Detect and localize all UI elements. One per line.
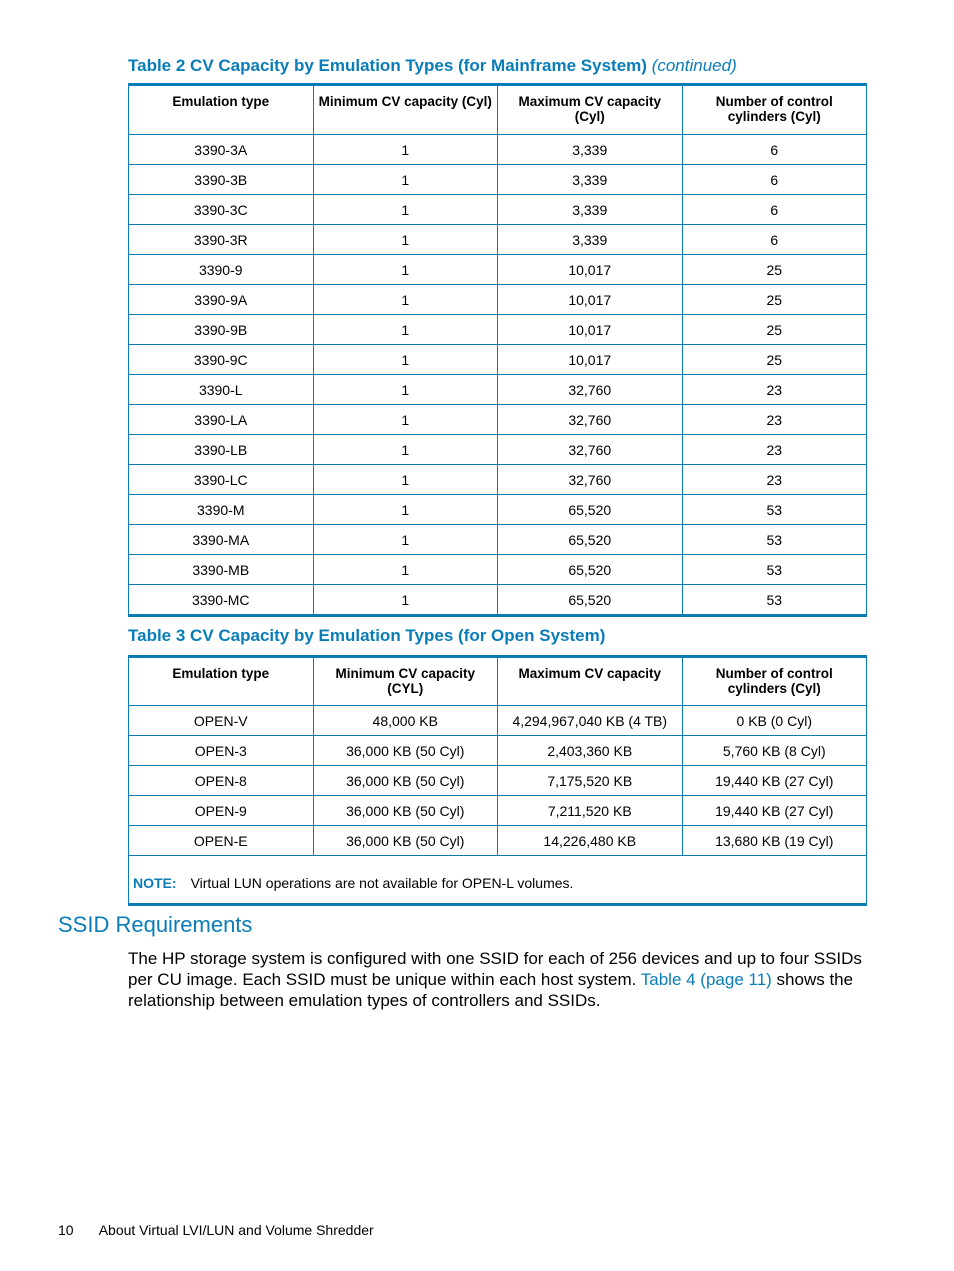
table-cell: 6 bbox=[682, 165, 867, 195]
table-cell: 53 bbox=[682, 555, 867, 585]
footer-title: About Virtual LVI/LUN and Volume Shredder bbox=[98, 1222, 374, 1238]
table-row bbox=[129, 766, 867, 796]
table-cell: 3,339 bbox=[498, 225, 683, 255]
table-cell: 19,440 KB (27 Cyl) bbox=[682, 766, 867, 796]
table-cell: 1 bbox=[313, 165, 498, 195]
table3 bbox=[128, 655, 867, 906]
table-cell: 3390-9A bbox=[129, 285, 314, 315]
table-row bbox=[129, 585, 867, 616]
table2-header-row bbox=[129, 85, 867, 135]
table-cell: 3,339 bbox=[498, 165, 683, 195]
table-cell: 32,760 bbox=[498, 375, 683, 405]
table-row bbox=[129, 255, 867, 285]
table-row bbox=[129, 375, 867, 405]
table-row bbox=[129, 525, 867, 555]
table-cell: 32,760 bbox=[498, 465, 683, 495]
table-cell: 2,403,360 KB bbox=[498, 736, 683, 766]
table-cell: 1 bbox=[313, 525, 498, 555]
table-row bbox=[129, 495, 867, 525]
table-cell: 1 bbox=[313, 435, 498, 465]
table-cell: 1 bbox=[313, 375, 498, 405]
section-paragraph bbox=[128, 948, 868, 1011]
table-cell: 3390-3A bbox=[129, 135, 314, 165]
table-row bbox=[129, 706, 867, 736]
table-cell: 10,017 bbox=[498, 285, 683, 315]
table-cell: 1 bbox=[313, 195, 498, 225]
table-cell: 3390-3B bbox=[129, 165, 314, 195]
note-cell bbox=[129, 856, 867, 905]
table2-body bbox=[129, 135, 867, 616]
table-row bbox=[129, 405, 867, 435]
table-cell: OPEN-E bbox=[129, 826, 314, 856]
table-row bbox=[129, 135, 867, 165]
table4-link[interactable]: Table 4 (page 11) bbox=[640, 970, 772, 989]
table-cell: 3390-MC bbox=[129, 585, 314, 616]
table-cell: OPEN-9 bbox=[129, 796, 314, 826]
table-row bbox=[129, 796, 867, 826]
paragraph-text-before: The HP storage system is configured with one SSID for each of 256 devices and up to four SSIDs per CU image. Each SSID must be unique within each host system. bbox=[128, 949, 862, 989]
table-row bbox=[129, 165, 867, 195]
table-cell: 3390-M bbox=[129, 495, 314, 525]
table-cell: 6 bbox=[682, 135, 867, 165]
table-cell: 1 bbox=[313, 585, 498, 616]
table-cell: 53 bbox=[682, 525, 867, 555]
table-cell: 36,000 KB (50 Cyl) bbox=[313, 796, 498, 826]
table3-header-cell: Minimum CV capacity (CYL) bbox=[313, 657, 498, 706]
note-label: NOTE: bbox=[133, 874, 177, 891]
table3-body bbox=[129, 706, 867, 905]
table-cell: 1 bbox=[313, 285, 498, 315]
table-cell: 3390-3C bbox=[129, 195, 314, 225]
table2-header-cell: Emulation type bbox=[129, 85, 314, 135]
table3-caption: Table 3 CV Capacity by Emulation Types (for Open System) bbox=[128, 626, 606, 645]
table-cell: 3390-LC bbox=[129, 465, 314, 495]
table2-caption bbox=[128, 56, 737, 76]
table-cell: OPEN-V bbox=[129, 706, 314, 736]
table-row bbox=[129, 736, 867, 766]
table-cell: 7,211,520 KB bbox=[498, 796, 683, 826]
table-cell: 65,520 bbox=[498, 555, 683, 585]
table-row bbox=[129, 465, 867, 495]
table-cell: 53 bbox=[682, 495, 867, 525]
table-cell: 32,760 bbox=[498, 405, 683, 435]
table-cell: 48,000 KB bbox=[313, 706, 498, 736]
table-cell: 3390-9C bbox=[129, 345, 314, 375]
table-cell: 1 bbox=[313, 345, 498, 375]
table-cell: 4,294,967,040 KB (4 TB) bbox=[498, 706, 683, 736]
table-cell: 1 bbox=[313, 555, 498, 585]
table2-header-cell: Maximum CV capacity (Cyl) bbox=[498, 85, 683, 135]
table-cell: 23 bbox=[682, 375, 867, 405]
table-cell: 3390-LA bbox=[129, 405, 314, 435]
table-cell: 25 bbox=[682, 315, 867, 345]
page-number: 10 bbox=[58, 1222, 74, 1238]
table-row bbox=[129, 435, 867, 465]
table-cell: 3390-MA bbox=[129, 525, 314, 555]
paragraph-text-after: shows the relationship between emulation types of controllers and SSIDs. bbox=[128, 970, 854, 1010]
table-cell: 19,440 KB (27 Cyl) bbox=[682, 796, 867, 826]
table-cell: 65,520 bbox=[498, 585, 683, 616]
table-cell: 14,226,480 KB bbox=[498, 826, 683, 856]
table-cell: 23 bbox=[682, 405, 867, 435]
table-cell: 13,680 KB (19 Cyl) bbox=[682, 826, 867, 856]
table-cell: 5,760 KB (8 Cyl) bbox=[682, 736, 867, 766]
table-row bbox=[129, 826, 867, 856]
note-row bbox=[129, 856, 867, 905]
table-cell: 0 KB (0 Cyl) bbox=[682, 706, 867, 736]
table-cell: 3,339 bbox=[498, 135, 683, 165]
table-cell: 3,339 bbox=[498, 195, 683, 225]
table3-header-cell: Number of control cylinders (Cyl) bbox=[682, 657, 867, 706]
table-cell: 10,017 bbox=[498, 315, 683, 345]
table-cell: 3390-9B bbox=[129, 315, 314, 345]
table-cell: 1 bbox=[313, 225, 498, 255]
table2-caption-continued: (continued) bbox=[651, 56, 737, 75]
note-text: Virtual LUN operations are not available for OPEN-L volumes. bbox=[190, 874, 574, 891]
section-heading: SSID Requirements bbox=[58, 912, 253, 937]
table-cell: 1 bbox=[313, 255, 498, 285]
table-cell: 1 bbox=[313, 405, 498, 435]
table-cell: 3390-LB bbox=[129, 435, 314, 465]
table2-header-cell: Minimum CV capacity (Cyl) bbox=[313, 85, 498, 135]
table-row bbox=[129, 555, 867, 585]
table-cell: 10,017 bbox=[498, 345, 683, 375]
table-cell: 53 bbox=[682, 585, 867, 616]
table-cell: 65,520 bbox=[498, 495, 683, 525]
table-cell: 3390-L bbox=[129, 375, 314, 405]
table2 bbox=[128, 83, 867, 617]
table2-caption-title: Table 2 CV Capacity by Emulation Types (for Mainframe System) bbox=[128, 56, 647, 75]
table-cell: 23 bbox=[682, 465, 867, 495]
table-cell: 7,175,520 KB bbox=[498, 766, 683, 796]
table-cell: OPEN-3 bbox=[129, 736, 314, 766]
table-cell: 1 bbox=[313, 495, 498, 525]
page-footer bbox=[58, 1222, 374, 1238]
table-cell: 25 bbox=[682, 285, 867, 315]
table-cell: 1 bbox=[313, 135, 498, 165]
table-cell: 1 bbox=[313, 465, 498, 495]
table-cell: 36,000 KB (50 Cyl) bbox=[313, 766, 498, 796]
table-cell: 25 bbox=[682, 345, 867, 375]
table-cell: 36,000 KB (50 Cyl) bbox=[313, 826, 498, 856]
table-cell: 1 bbox=[313, 315, 498, 345]
table-row bbox=[129, 195, 867, 225]
table-row bbox=[129, 285, 867, 315]
table-cell: 65,520 bbox=[498, 525, 683, 555]
table3-header-cell: Maximum CV capacity bbox=[498, 657, 683, 706]
table-row bbox=[129, 225, 867, 255]
table-cell: 36,000 KB (50 Cyl) bbox=[313, 736, 498, 766]
table-cell: 23 bbox=[682, 435, 867, 465]
table-cell: 32,760 bbox=[498, 435, 683, 465]
table-cell: 10,017 bbox=[498, 255, 683, 285]
table-row bbox=[129, 345, 867, 375]
table-cell: OPEN-8 bbox=[129, 766, 314, 796]
table-cell: 3390-3R bbox=[129, 225, 314, 255]
table-cell: 6 bbox=[682, 195, 867, 225]
table2-header-cell: Number of control cylinders (Cyl) bbox=[682, 85, 867, 135]
table-row bbox=[129, 315, 867, 345]
table-cell: 25 bbox=[682, 255, 867, 285]
table3-header-cell: Emulation type bbox=[129, 657, 314, 706]
table-cell: 3390-MB bbox=[129, 555, 314, 585]
table-cell: 3390-9 bbox=[129, 255, 314, 285]
table-cell: 6 bbox=[682, 225, 867, 255]
table3-header-row bbox=[129, 657, 867, 706]
